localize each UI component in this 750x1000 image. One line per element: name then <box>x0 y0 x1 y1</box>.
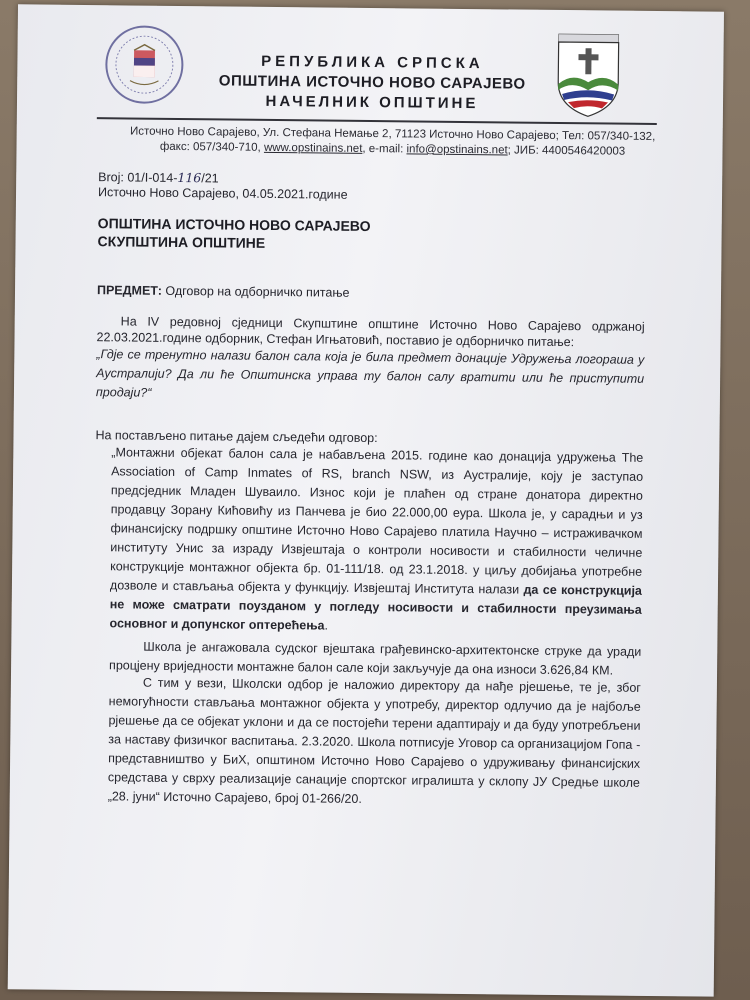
councillor-question: „Гдје се тренутно налази балон сала која је била предмет донације Удружења логораша у Аустралији? Да ли ће Општинска управа ту балон салу вратити или ће приступити продаји?“ <box>95 347 645 400</box>
header-republic: РЕПУБЛИКА СРПСКА <box>261 52 484 73</box>
answer-paragraph-1 <box>109 443 643 639</box>
header-municipality: ОПШТИНА ИСТОЧНО НОВО САРАЈЕВО <box>218 72 526 93</box>
email-label: , e-mail: <box>362 142 407 156</box>
document-page <box>8 4 724 996</box>
handwritten-number: 116 <box>177 169 202 186</box>
subject-text: Одговор на одборничко питање <box>161 283 350 300</box>
number-suffix: /21 <box>201 171 219 186</box>
answer-text-1-end: . <box>324 618 329 633</box>
answer-intro: На постављено питање дајем сљедећи одговор: <box>95 428 378 446</box>
website-link[interactable]: www.opstinains.net <box>263 141 363 155</box>
header-divider <box>97 117 657 125</box>
addressee-municipality: ОПШТИНА ИСТОЧНО НОВО САРАЈЕВО <box>97 215 371 235</box>
intro-paragraph: На IV редовној сједници Скупштине општине Источно Ново Сарајево одржаној 22.03.2021.године одборник, Стефан Игњатовић, поставио је одборничко питање: <box>96 314 645 350</box>
answer-paragraph-2: Школа је ангажовала судског вјештака грађевинско-архитектонске струке да уради процјену вриједности монтажне балон сале који закључује да она износи 3.626,84 КМ. <box>109 639 642 678</box>
municipality-coat-of-arms-icon <box>552 32 625 119</box>
answer-paragraph-3: С тим у вези, Школски одбор је наложио директору да нађе рјешење, те је, због немогућности стављања монтажног објекта у употребу, директор одлучио да је најбоље рјешење да се објекат уклони и да се постојећи терени адаптирају и да буду употребљени за наставу физичког васпитања. 2.3.2020. Школа потписује Уговор са организацијом Гопа - представништво у БиХ, општином Источно Ново Сарајево о удруживању финансијских средстава у сврху реализације санације спортског игралишта у склопу ЈУ Средње школе „28. јуни“ Источно Сарајево, број 01-266/20. <box>107 675 641 806</box>
jib-text: ; ЈИБ: 4400546420003 <box>507 144 626 158</box>
answer-text-1: „Монтажни објекат балон сала је набављена 2015. године као донација удружења The Association of Camp Inmates of RS, branch NSW, из Аустралије, коју је заступао предсједник Младен Шуваило. Износ који је плаћен од стране донатора директно продавцу Зорану Кићовићу из Панчева је био 22.000,00 еура. Школа је, у сарадњи и уз финансијску подршку општине Источно Ново Сарајево платила Научно – истраживачком институту Унис за израду Извјештаја о контроли носивости и стабилности челичне конструкције монтажног објекта бр. 01-111/18. од 23.1.2018. у циљу добијања употребне дозволе и стављања објекта у функцију. Извјештај Института налази <box>109 445 644 597</box>
email-link[interactable]: info@opstinains.net <box>406 143 508 157</box>
header-mayor: НАЧЕЛНИК ОПШТИНЕ <box>265 92 479 113</box>
republic-seal-icon <box>105 25 184 104</box>
subject-line <box>97 283 350 300</box>
addressee-assembly: СКУПШТИНА ОПШТИНЕ <box>97 233 266 251</box>
address-line: Источно Ново Сарајево, Ул. Стефана Немање 2, 71123 Источно Ново Сарајево; Тел: 057/340-132, <box>129 125 656 143</box>
fax-text: факс: 057/340-710, <box>159 140 265 154</box>
number-prefix: Broj: 01/I-014- <box>98 170 178 185</box>
document-number <box>98 169 219 185</box>
contact-line <box>112 140 672 158</box>
subject-label: ПРЕДМЕТ: <box>96 283 163 298</box>
answer-bold-finding: да се конструкција не може сматрати поузданом у погледу носивости и стабилности преузимања основног и допунског оптерећења <box>109 582 642 633</box>
place-date: Источно Ново Сарајево, 04.05.2021.године <box>97 185 348 202</box>
